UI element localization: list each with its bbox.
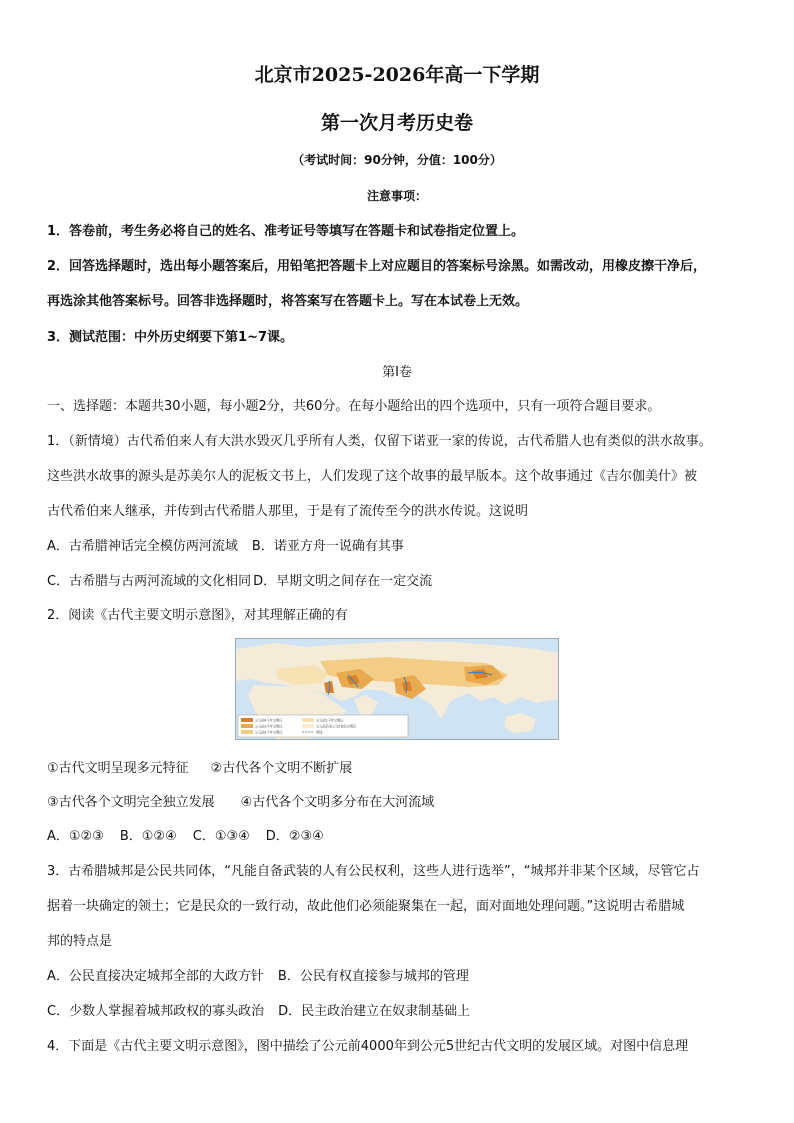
q2-option-d[interactable]: D．②③④ (265, 829, 324, 844)
map-figure (236, 639, 558, 739)
q1-option-b[interactable]: B．诺亚方舟一说确有其事 (251, 539, 404, 554)
q2-statements-row2 (47, 791, 757, 810)
q1-stem-line3: 古代希伯来人继承，并传到古代希腊人那里，于是有了流传至今的洪水传说。这说明 (47, 504, 529, 519)
q2-statement-3: ③古代各个文明完全独立发展 (47, 795, 215, 810)
map-legend-label-5: 公元前后至公元5世纪文明区 (316, 724, 357, 729)
q1-stem-line2: 这些洪水故事的源头是苏美尔人的泥板文书上，人们发现了这个故事的最早版本。这个故事通过《吉尔伽美什》被 (47, 469, 698, 484)
q2-statement-2: ②古代各个文明不断扩展 (210, 761, 353, 776)
map-legend-swatch-3 (241, 730, 253, 734)
ancient-civilizations-map (235, 638, 559, 740)
exam-info: （考试时间：90分钟，分值：100分） (292, 153, 502, 167)
map-legend-swatch-5 (302, 724, 314, 728)
q4-stem: 4．下面是《古代主要文明示意图》，图中描绘了公元前4000年到公元5世纪古代文明的发展区域。对图中信息理 (47, 1039, 689, 1054)
map-legend-label-6: 界线 (316, 730, 323, 735)
notice-3: 3．测试范围：中外历史纲要下第1~7课。 (47, 330, 294, 345)
exam-title-line2: 第一次月考历史卷 (320, 112, 473, 134)
q2-option-a[interactable]: A．①②③ (47, 829, 104, 844)
q3-stem-line2: 据着一块确定的领土；它是民众的一致行动，故此他们必须能聚集在一起，面对面地处理问题。”这说明古希腊城 (47, 899, 685, 914)
map-legend-swatch-4 (302, 718, 314, 722)
map-legend-label-2: 公元前3千年文明区 (255, 724, 283, 729)
q3-option-b[interactable]: B．公民有权直接参与城邦的管理 (277, 969, 469, 984)
map-legend-swatch-1 (241, 718, 253, 722)
q1-stem-line1: 1．（新情境）古代希伯来人有大洪水毁灭几乎所有人类，仅留下诺亚一家的传说，古代希腊人也有类似的洪水故事。 (47, 434, 712, 449)
q2-statement-4: ④古代各个文明多分布在大河流域 (240, 795, 435, 810)
map-legend-label-3: 公元前2千年文明区 (255, 730, 283, 735)
exam-title-line1: 北京市2025-2026年高一下学期 (254, 64, 540, 86)
q1-options-row2 (47, 570, 757, 589)
q2-option-b[interactable]: B．①②④ (119, 829, 177, 844)
map-legend-label-1: 公元前4千年文明区 (255, 718, 283, 723)
q1-option-c[interactable]: C．古希腊与古两河流域的文化相同 (47, 574, 252, 589)
map-legend-swatch-2 (241, 724, 253, 728)
q3-options-row1 (47, 965, 757, 984)
map-legend-label-4: 公元前1千年文明区 (316, 718, 344, 723)
q3-options-row2 (47, 1000, 757, 1019)
notice-1: 1．答卷前，考生务必将自己的姓名、准考证号等填写在答题卡和试卷指定位置上。 (47, 224, 525, 239)
notice-2: 2．回答选择题时，选出每小题答案后，用铅笔把答题卡上对应题目的答案标号涂黑。如需改动，用橡皮擦干净后， (47, 259, 707, 274)
section-instruction: 一、选择题：本题共30小题，每小题2分，共60分。在每小题给出的四个选项中，只有一项符合题目要求。 (47, 399, 661, 414)
q1-option-d[interactable]: D．早期文明之间存在一定交流 (253, 574, 433, 589)
volume-label: 第Ⅰ卷 (382, 365, 412, 380)
q1-options-row1 (47, 535, 757, 554)
q3-option-a[interactable]: A．公民直接决定城邦全部的大政方针 (47, 969, 264, 984)
q2-statement-1: ①古代文明呈现多元特征 (47, 761, 189, 776)
q2-options (47, 825, 757, 844)
q2-statements-row1 (47, 757, 757, 776)
notice-2-cont: 再选涂其他答案标号。回答非选择题时，将答案写在答题卡上。写在本试卷上无效。 (47, 294, 529, 309)
q2-stem: 2．阅读《古代主要文明示意图》，对其理解正确的有 (47, 608, 348, 623)
q3-option-d[interactable]: D．民主政治建立在奴隶制基础上 (278, 1004, 471, 1019)
q3-stem-line3: 邦的特点是 (47, 934, 113, 949)
notice-heading: 注意事项： (366, 189, 427, 203)
q3-option-c[interactable]: C．少数人掌握着城邦政权的寡头政治 (47, 1004, 265, 1019)
q2-option-c[interactable]: C．①③④ (192, 829, 250, 844)
q1-option-a[interactable]: A．古希腊神话完全模仿两河流域 (47, 539, 238, 554)
q3-stem-line1: 3．古希腊城邦是公民共同体，“凡能自备武装的人有公民权利，这些人进行选举”，“城邦并非某个区域，尽管它占 (47, 864, 700, 879)
